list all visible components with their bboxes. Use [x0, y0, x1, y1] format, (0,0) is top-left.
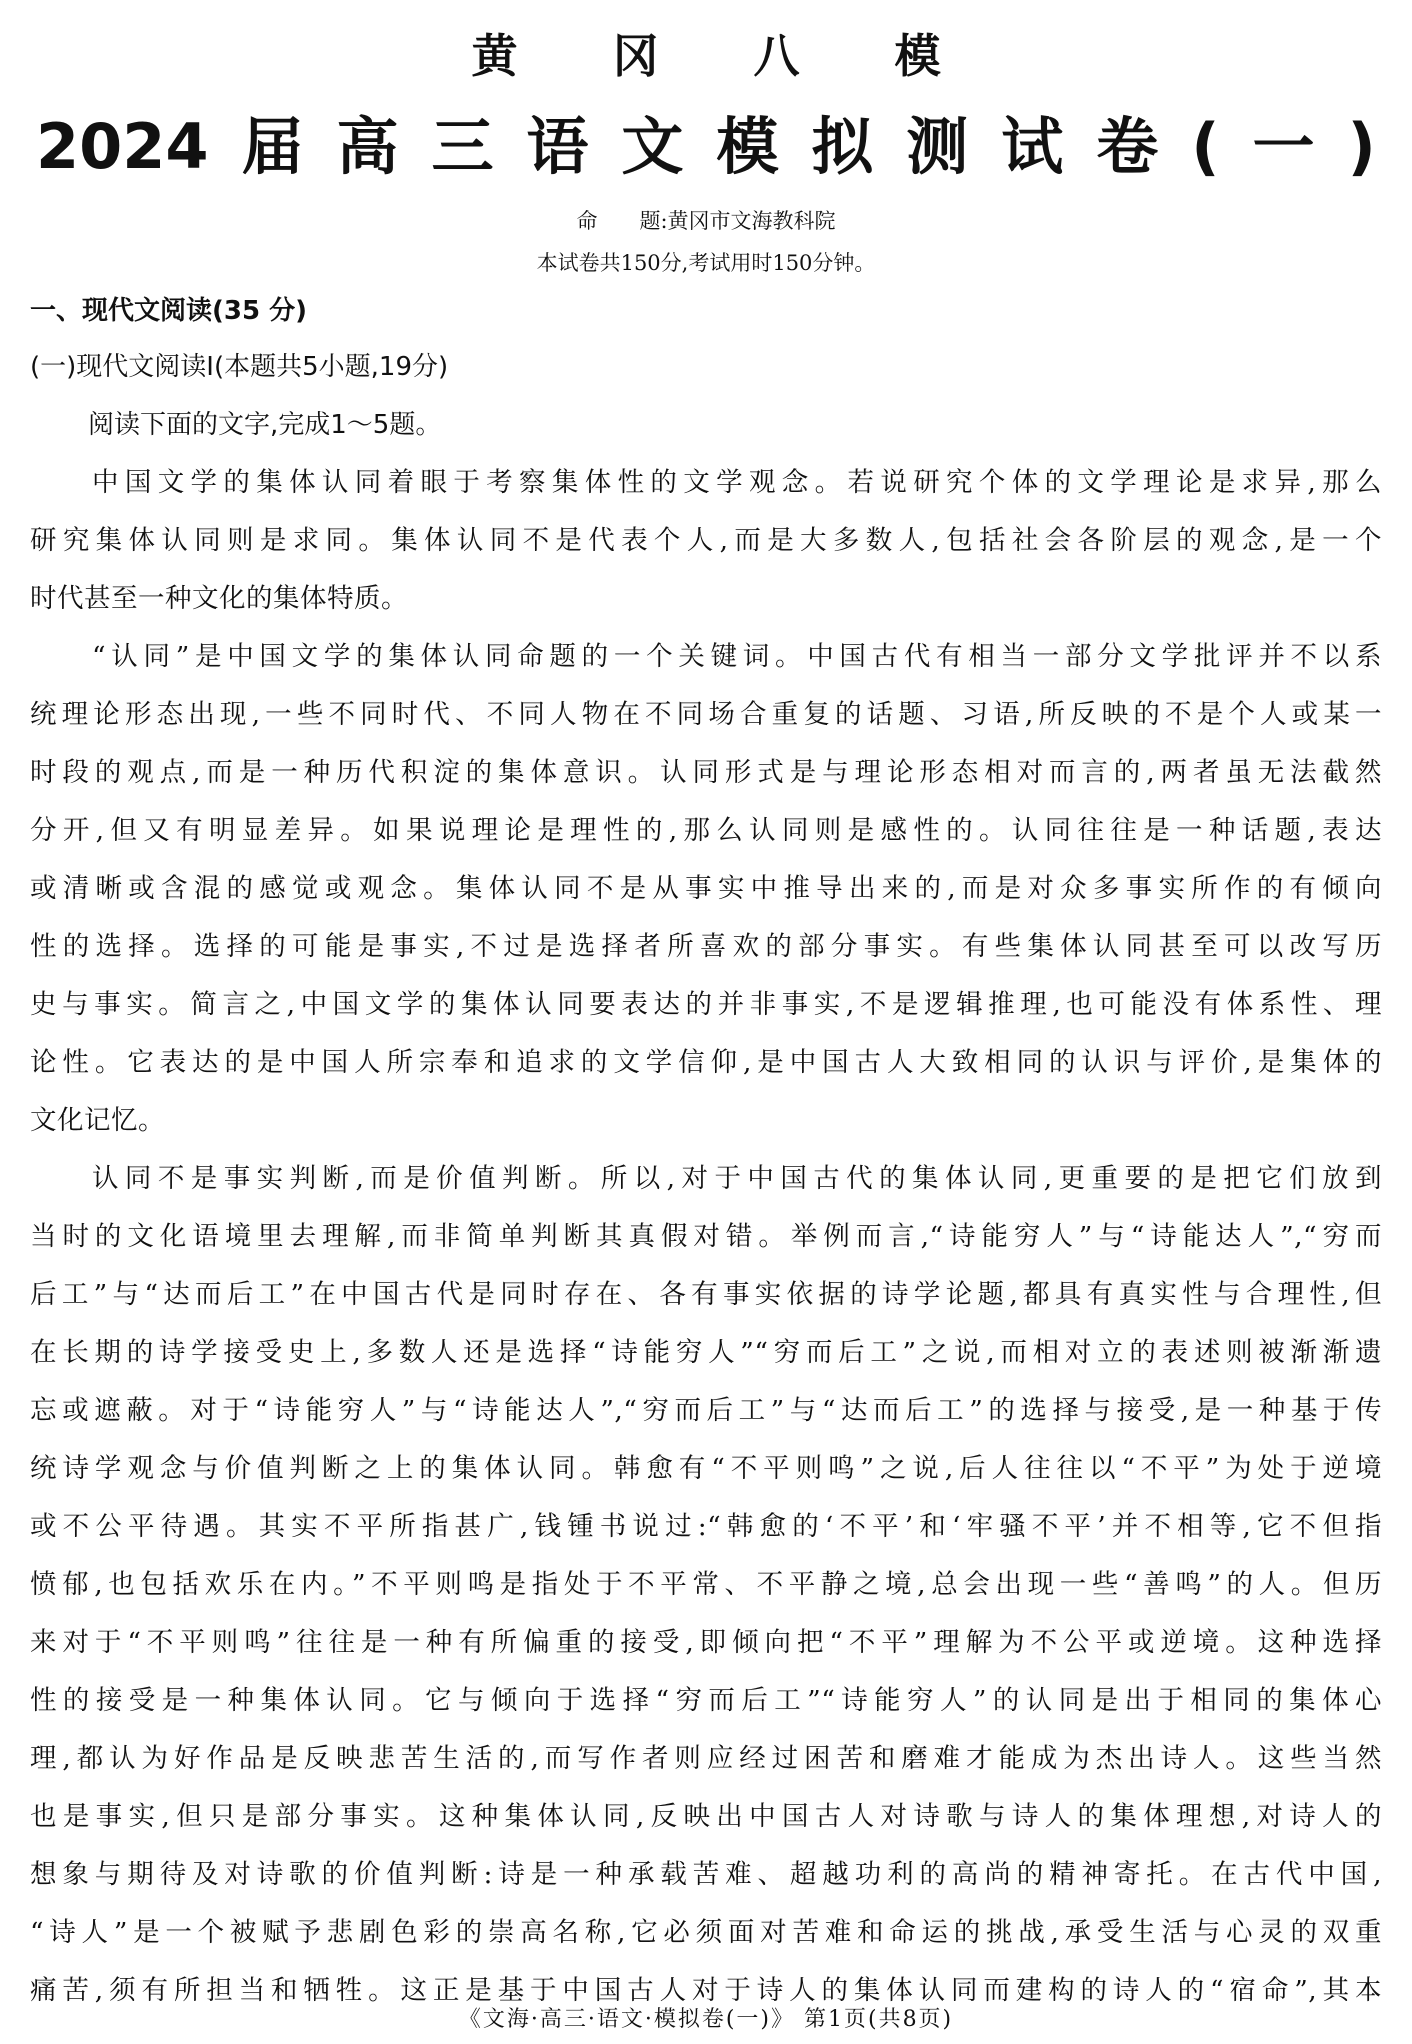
passage-line: 或清晰或含混的感觉或观念。集体认同不是从事实中推导出来的,而是对众多事实所作的有倾向 [30, 873, 1382, 904]
exam-series-title: 黄冈八模 [471, 29, 1036, 83]
passage-line: 性的选择。选择的可能是事实,不过是选择者所喜欢的部分事实。有些集体认同甚至可以改写历 [30, 931, 1382, 962]
passage-line: 统理论形态出现,一些不同时代、不同人物在不同场合重复的话题、习语,所反映的不是个人或某一 [30, 699, 1382, 730]
title-char: 语 [526, 110, 589, 183]
passage-line: 或不公平待遇。其实不平所指甚广,钱锺书说过:“韩愈的‘不平’和‘牢骚不平’并不相等,它不但指 [30, 1511, 1382, 1542]
passage-line: 分开,但又有明显差异。如果说理论是理性的,那么认同则是感性的。认同往往是一种话题,表达 [30, 815, 1382, 846]
title-char: 文 [621, 110, 684, 183]
exam-author-line: 命 题:黄冈市文海教科院 [576, 209, 836, 233]
title-char: 卷 [1096, 110, 1159, 183]
passage-line: 史与事实。简言之,中国文学的集体认同要表达的并非事实,不是逻辑推理,也可能没有体系性、理 [30, 989, 1382, 1020]
passage-line: 统诗学观念与价值判断之上的集体认同。韩愈有“不平则鸣”之说,后人往往以“不平”为处于逆境 [30, 1453, 1382, 1484]
title-char: 2024 [36, 110, 209, 183]
passage-line: 也是事实,但只是部分事实。这种集体认同,反映出中国古人对诗歌与诗人的集体理想,对诗人的 [30, 1801, 1382, 1832]
passage-line: 理,都认为好作品是反映悲苦生活的,而写作者则应经过困苦和磨难才能成为杰出诗人。这些当然 [30, 1743, 1382, 1774]
passage-line: 愤郁,也包括欢乐在内。”不平则鸣是指处于不平常、不平静之境,总会出现一些“善鸣”的人。但历 [30, 1569, 1382, 1600]
passage-line: “诗人”是一个被赋予悲剧色彩的崇高名称,它必须面对苦难和命运的挑战,承受生活与心灵的双重 [30, 1917, 1382, 1948]
passage-line: 在长期的诗学接受史上,多数人还是选择“诗能穷人”“穷而后工”之说,而相对立的表述则被渐渐遗 [30, 1337, 1382, 1368]
passage-line: 研究集体认同则是求同。集体认同不是代表个人,而是大多数人,包括社会各阶层的观念,是一个 [30, 525, 1382, 556]
passage-line: 论性。它表达的是中国人所宗奉和追求的文学信仰,是中国古人大致相同的认识与评价,是集体的 [30, 1047, 1382, 1078]
passage-line: 认同不是事实判断,而是价值判断。所以,对于中国古代的集体认同,更重要的是把它们放到 [92, 1163, 1382, 1194]
exam-title [36, 104, 1376, 190]
title-char: 模 [716, 110, 779, 183]
passage-line: 后工”与“达而后工”在中国古代是同时存在、各有事实依据的诗学论题,都具有真实性与合理性,但 [30, 1279, 1382, 1310]
title-char: 三 [431, 110, 494, 183]
title-char: 测 [906, 110, 969, 183]
passage-line: 来对于“不平则鸣”往往是一种有所偏重的接受,即倾向把“不平”理解为不公平或逆境。这种选择 [30, 1627, 1382, 1658]
title-char: 拟 [811, 110, 874, 183]
title-char: 届 [241, 110, 304, 183]
title-char: ) [1347, 110, 1376, 183]
passage-line: 中国文学的集体认同着眼于考察集体性的文学观念。若说研究个体的文学理论是求异,那么 [92, 467, 1382, 498]
passage-line: 忘或遮蔽。对于“诗能穷人”与“诗能达人”,“穷而后工”与“达而后工”的选择与接受,是一种基于传 [30, 1395, 1382, 1426]
exam-info-line: 本试卷共150分,考试用时150分钟。 [536, 251, 876, 275]
title-char: ( [1191, 110, 1220, 183]
subsection-heading: (一)现代文阅读Ⅰ(本题共5小题,19分) [30, 352, 449, 382]
title-char: 一 [1252, 110, 1315, 183]
passage-line: “认同”是中国文学的集体认同命题的一个关键词。中国古代有相当一部分文学批评并不以系 [92, 641, 1382, 672]
passage-line: 当时的文化语境里去理解,而非简单判断其真假对错。举例而言,“诗能穷人”与“诗能达人”,“穷而 [30, 1221, 1382, 1252]
passage-line: 性的接受是一种集体认同。它与倾向于选择“穷而后工”“诗能穷人”的认同是出于相同的集体心 [30, 1685, 1382, 1716]
reading-instruction: 阅读下面的文字,完成1～5题。 [88, 410, 442, 440]
section-heading: 一、现代文阅读(35 分) [30, 296, 307, 326]
passage-line: 痛苦,须有所担当和牺牲。这正是基于中国古人对于诗人的集体认同而建构的诗人的“宿命”,其本 [30, 1975, 1382, 2006]
passage-line: 时代甚至一种文化的集体特质。 [30, 583, 408, 614]
passage-line: 时段的观点,而是一种历代积淀的集体意识。认同形式是与理论形态相对而言的,两者虽无法截然 [30, 757, 1382, 788]
title-char: 试 [1001, 110, 1064, 183]
passage-line: 想象与期待及对诗歌的价值判断:诗是一种承载苦难、超越功利的高尚的精神寄托。在古代中国, [30, 1859, 1382, 1890]
passage-line: 文化记忆。 [30, 1105, 165, 1136]
page-footer: 《文海·高三·语文·模拟卷(一)》 第1页(共8页) [458, 2007, 954, 2032]
title-char: 高 [336, 110, 399, 183]
